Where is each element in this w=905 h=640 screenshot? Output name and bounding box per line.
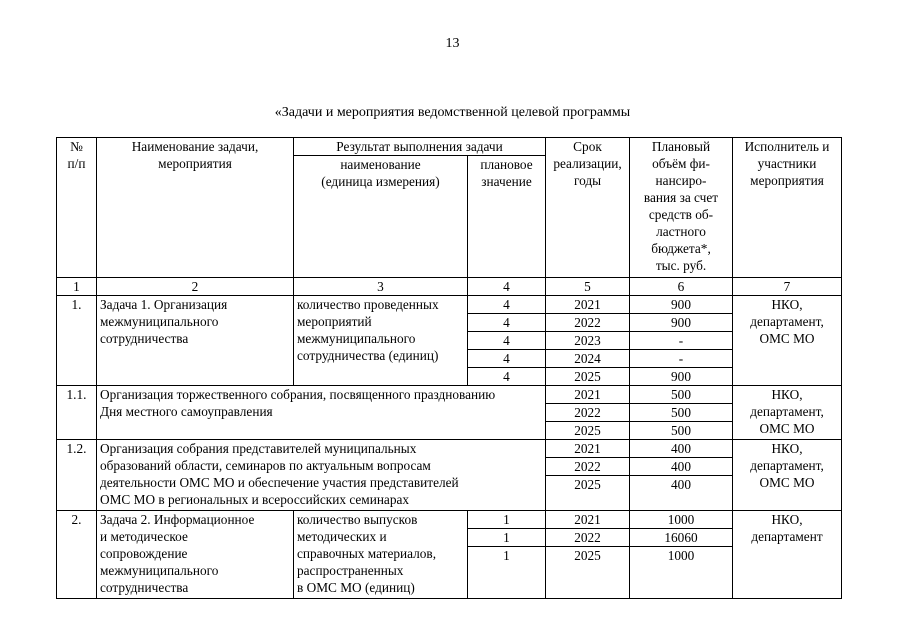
executor: НКО, департамент, ОМС МО <box>733 386 842 440</box>
planned-value: 1 <box>468 511 546 529</box>
year: 2025 <box>546 547 630 565</box>
empty-cell <box>468 581 546 599</box>
empty-cell <box>546 564 630 581</box>
empty-cell <box>630 564 733 581</box>
row-number: 2. <box>57 511 97 599</box>
col-number: 5 <box>546 278 630 296</box>
planned-value: 1 <box>468 529 546 547</box>
amount: 500 <box>630 386 733 404</box>
col-number: 2 <box>97 278 294 296</box>
year: 2022 <box>546 458 630 476</box>
amount: 400 <box>630 440 733 458</box>
planned-value: 1 <box>468 547 546 565</box>
task-name: Задача 2. Информационное и методическое сопровождение межмуниципального сотрудничества <box>97 511 294 599</box>
amount: 900 <box>630 314 733 332</box>
year: 2025 <box>546 368 630 386</box>
col-number: 4 <box>468 278 546 296</box>
executor: НКО, департамент, ОМС МО <box>733 440 842 511</box>
empty-cell <box>630 581 733 599</box>
year: 2022 <box>546 314 630 332</box>
header-funding: Плановый объём фи- нансиро- вания за счет средств об- ластного бюджета*, тыс. руб. <box>630 138 733 278</box>
year: 2022 <box>546 404 630 422</box>
header-number: № п/п <box>57 138 97 278</box>
year: 2021 <box>546 386 630 404</box>
row-number: 1.1. <box>57 386 97 440</box>
amount: 900 <box>630 296 733 314</box>
amount: 16060 <box>630 529 733 547</box>
page-number: 13 <box>445 36 460 51</box>
planned-value: 4 <box>468 296 546 314</box>
empty-cell <box>630 493 733 511</box>
executor: НКО, департамент <box>733 511 842 599</box>
empty-cell <box>546 581 630 599</box>
year: 2022 <box>546 529 630 547</box>
year: 2021 <box>546 440 630 458</box>
result-name: количество выпусков методических и справочных материалов, распространенных в ОМС МО (единиц) <box>294 511 468 599</box>
year: 2024 <box>546 350 630 368</box>
planned-value: 4 <box>468 332 546 350</box>
header-result: Результат выполнения задачи <box>294 138 546 156</box>
result-name: количество проведенных мероприятий межмуниципального сотрудничества (единиц) <box>294 296 468 386</box>
amount: 1000 <box>630 547 733 565</box>
col-number: 6 <box>630 278 733 296</box>
year: 2021 <box>546 511 630 529</box>
year: 2025 <box>546 422 630 440</box>
header-executor: Исполнитель и участники мероприятия <box>733 138 842 278</box>
planned-value: 4 <box>468 350 546 368</box>
year: 2021 <box>546 296 630 314</box>
activity-name: Организация собрания представителей муниципальных образований области, семинаров по актуальным вопросам деятельности ОМС МО и обеспечение участия представителей ОМС МО в региональных и всероссийских семинарах <box>97 440 546 511</box>
col-number: 1 <box>57 278 97 296</box>
amount: 400 <box>630 476 733 494</box>
amount: 500 <box>630 422 733 440</box>
planned-value: 4 <box>468 314 546 332</box>
header-result-name: наименование (единица измерения) <box>294 156 468 278</box>
empty-cell <box>546 493 630 511</box>
amount: 400 <box>630 458 733 476</box>
year: 2023 <box>546 332 630 350</box>
amount: 500 <box>630 404 733 422</box>
program-table <box>56 137 842 599</box>
amount: - <box>630 332 733 350</box>
col-number: 7 <box>733 278 842 296</box>
task-name: Задача 1. Организация межмуниципального сотрудничества <box>97 296 294 386</box>
document-title: «Задачи и мероприятия ведомственной целевой программы <box>274 105 631 120</box>
header-task-name: Наименование задачи, мероприятия <box>97 138 294 278</box>
empty-cell <box>468 564 546 581</box>
amount: 1000 <box>630 511 733 529</box>
activity-name: Организация торжественного собрания, посвященного празднованию Дня местного самоуправления <box>97 386 546 440</box>
year: 2025 <box>546 476 630 494</box>
executor: НКО, департамент, ОМС МО <box>733 296 842 386</box>
row-number: 1. <box>57 296 97 386</box>
col-number: 3 <box>294 278 468 296</box>
header-planned-value: плановое значение <box>468 156 546 278</box>
amount: - <box>630 350 733 368</box>
planned-value: 4 <box>468 368 546 386</box>
header-term: Срок реализации, годы <box>546 138 630 278</box>
amount: 900 <box>630 368 733 386</box>
row-number: 1.2. <box>57 440 97 511</box>
